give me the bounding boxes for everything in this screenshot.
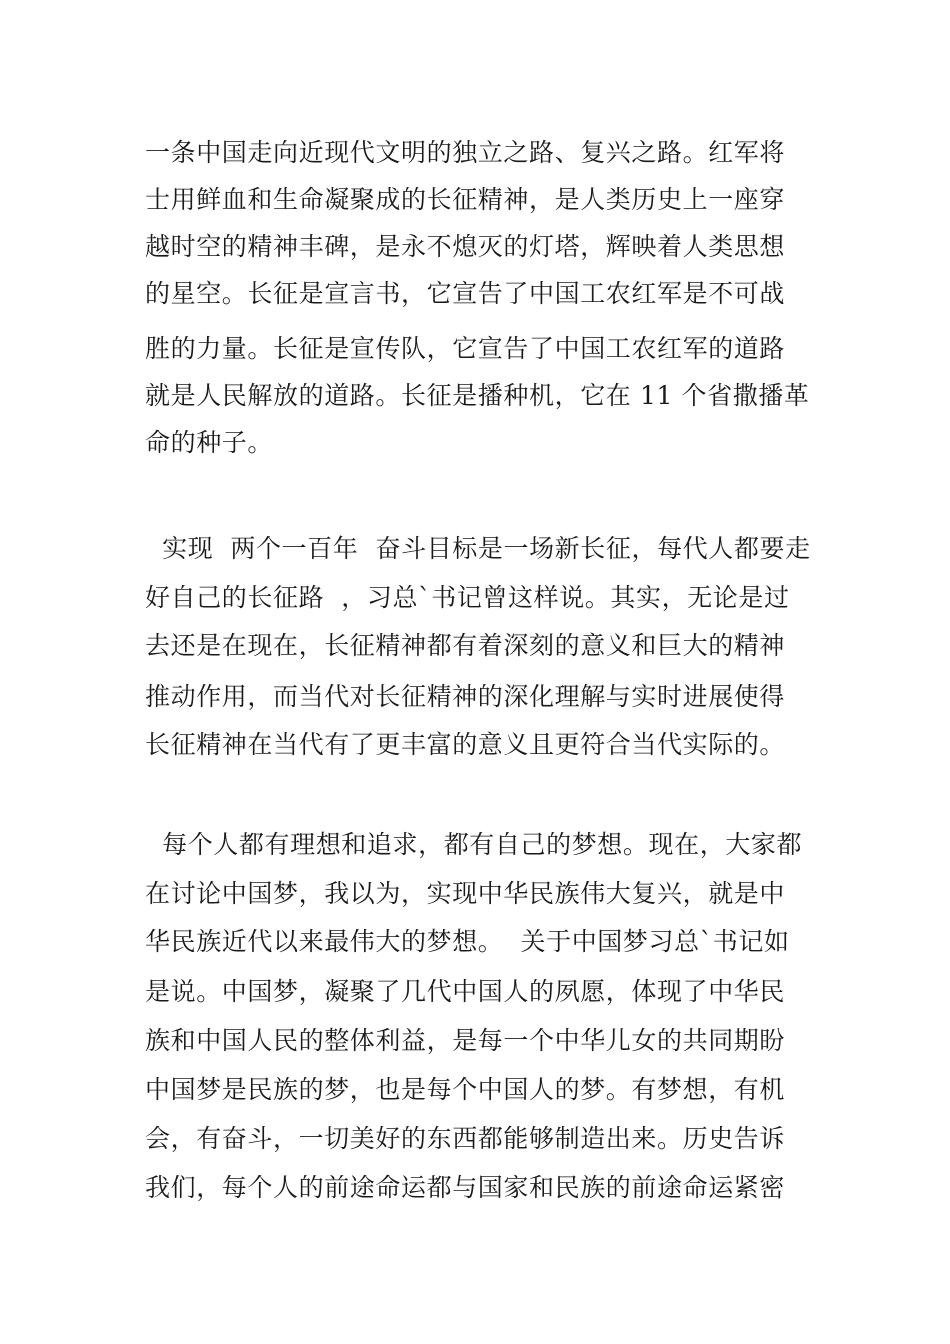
paragraph-2-line-1: 实现 两个一百年 奋斗目标是一场新长征，每代人都要走 xyxy=(145,534,811,563)
paragraph-3-line-1: 每个人都有理想和追求，都有自己的梦想。现在，大家都 xyxy=(145,830,803,859)
paragraph-3-line-3: 华民族近代以来最伟大的梦想。 关于中国梦习总`书记如 xyxy=(145,927,790,956)
paragraph-2-line-3: 去还是在现在，长征精神都有着深刻的意义和巨大的精神 xyxy=(145,631,786,660)
paragraph-1-line-2: 士用鲜血和生命凝聚成的长征精神，是人类历史上一座穿 xyxy=(145,185,786,214)
paragraph-2-line-2: 好自己的长征路 ，习总`书记曾这样说。其实，无论是过 xyxy=(145,583,790,612)
paragraph-1-line-6: 就是人民解放的道路。长征是播种机，它在 11 个省撒播革 xyxy=(145,381,810,410)
paragraph-3-line-5: 族和中国人民的整体利益，是每一个中华儿女的共同期盼 xyxy=(145,1026,786,1055)
paragraph-2-line-4: 推动作用，而当代对长征精神的深化理解与实时进展使得 xyxy=(145,682,786,711)
paragraph-1-line-3: 越时空的精神丰碑，是永不熄灭的灯塔，辉映着人类思想 xyxy=(145,232,786,261)
paragraph-3-line-2: 在讨论中国梦，我以为，实现中华民族伟大复兴，就是中 xyxy=(145,879,786,908)
paragraph-3-line-6: 中国梦是民族的梦，也是每个中国人的梦。有梦想，有机 xyxy=(145,1075,786,1104)
paragraph-1-line-1: 一条中国走向近现代文明的独立之路、复兴之路。红军将 xyxy=(145,138,786,167)
paragraph-3-line-8: 我们，每个人的前途命运都与国家和民族的前途命运紧密 xyxy=(145,1173,786,1202)
paragraph-1-line-4: 的星空。长征是宣言书，它宣告了中国工农红军是不可战 xyxy=(145,279,786,308)
paragraph-3-line-4: 是说。中国梦，凝聚了几代中国人的夙愿，体现了中华民 xyxy=(145,977,786,1006)
paragraph-2-line-5: 长征精神在当代有了更丰富的意义且更符合当代实际的。 xyxy=(145,730,786,759)
paragraph-1-line-7: 命的种子。 xyxy=(145,428,274,457)
paragraph-3-line-7: 会，有奋斗，一切美好的东西都能够制造出来。历史告诉 xyxy=(145,1124,786,1153)
paragraph-1-line-5: 胜的力量。长征是宣传队，它宣告了中国工农红军的道路 xyxy=(145,334,786,363)
